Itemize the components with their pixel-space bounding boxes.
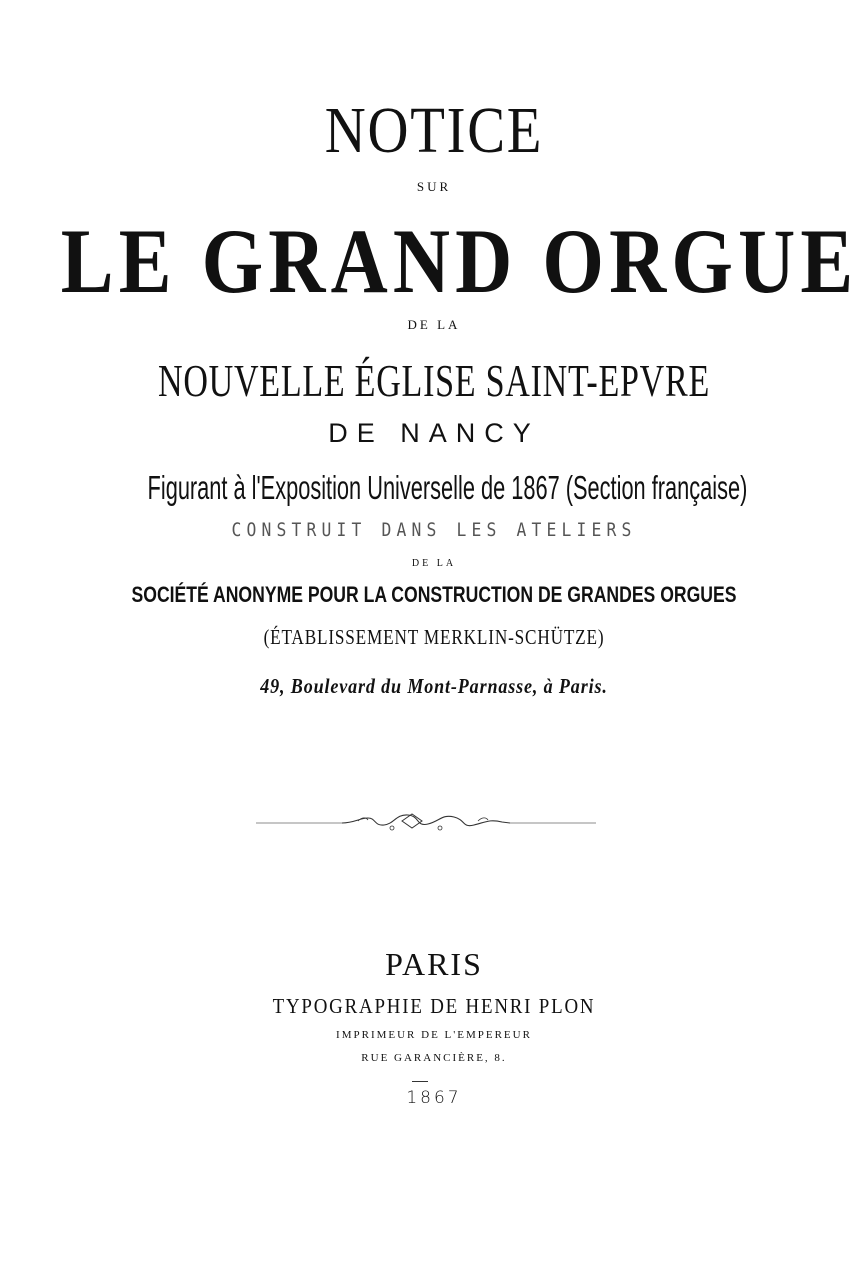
society-name: SOCIÉTÉ ANONYME POUR LA CONSTRUCTION DE GRANDES ORGUES [131, 582, 737, 607]
ornament-divider-icon [256, 806, 596, 832]
construit-line: CONSTRUIT DANS LES ATELIERS [231, 519, 637, 541]
city-name: DE NANCY [328, 418, 540, 448]
subtitle-sur: SUR [416, 179, 452, 194]
church-name: NOUVELLE ÉGLISE SAINT-EPVRE [158, 355, 710, 406]
exposition-line: Figurant à l'Exposition Universelle de 1867 (Section française) [147, 469, 748, 506]
divider-dash [412, 1081, 428, 1082]
publication-year: 1867 [406, 1088, 462, 1108]
address-line: 49, Boulevard du Mont-Parnasse, à Paris. [260, 674, 608, 698]
publisher-city: PARIS [385, 946, 483, 982]
publisher-printer: TYPOGRAPHIE DE HENRI PLON [272, 994, 596, 1018]
publisher-role: IMPRIMEUR DE L'EMPEREUR [336, 1029, 532, 1041]
main-title: LE GRAND ORGUE [60, 210, 859, 312]
connector-de-la-2: DE LA [411, 558, 457, 569]
connector-de-la: DE LA [407, 317, 461, 332]
establishment-name: (ÉTABLISSEMENT MERKLIN-SCHÜTZE) [263, 625, 605, 649]
title-notice: NOTICE [324, 94, 544, 167]
publisher-street: RUE GARANCIÈRE, 8. [361, 1052, 507, 1064]
